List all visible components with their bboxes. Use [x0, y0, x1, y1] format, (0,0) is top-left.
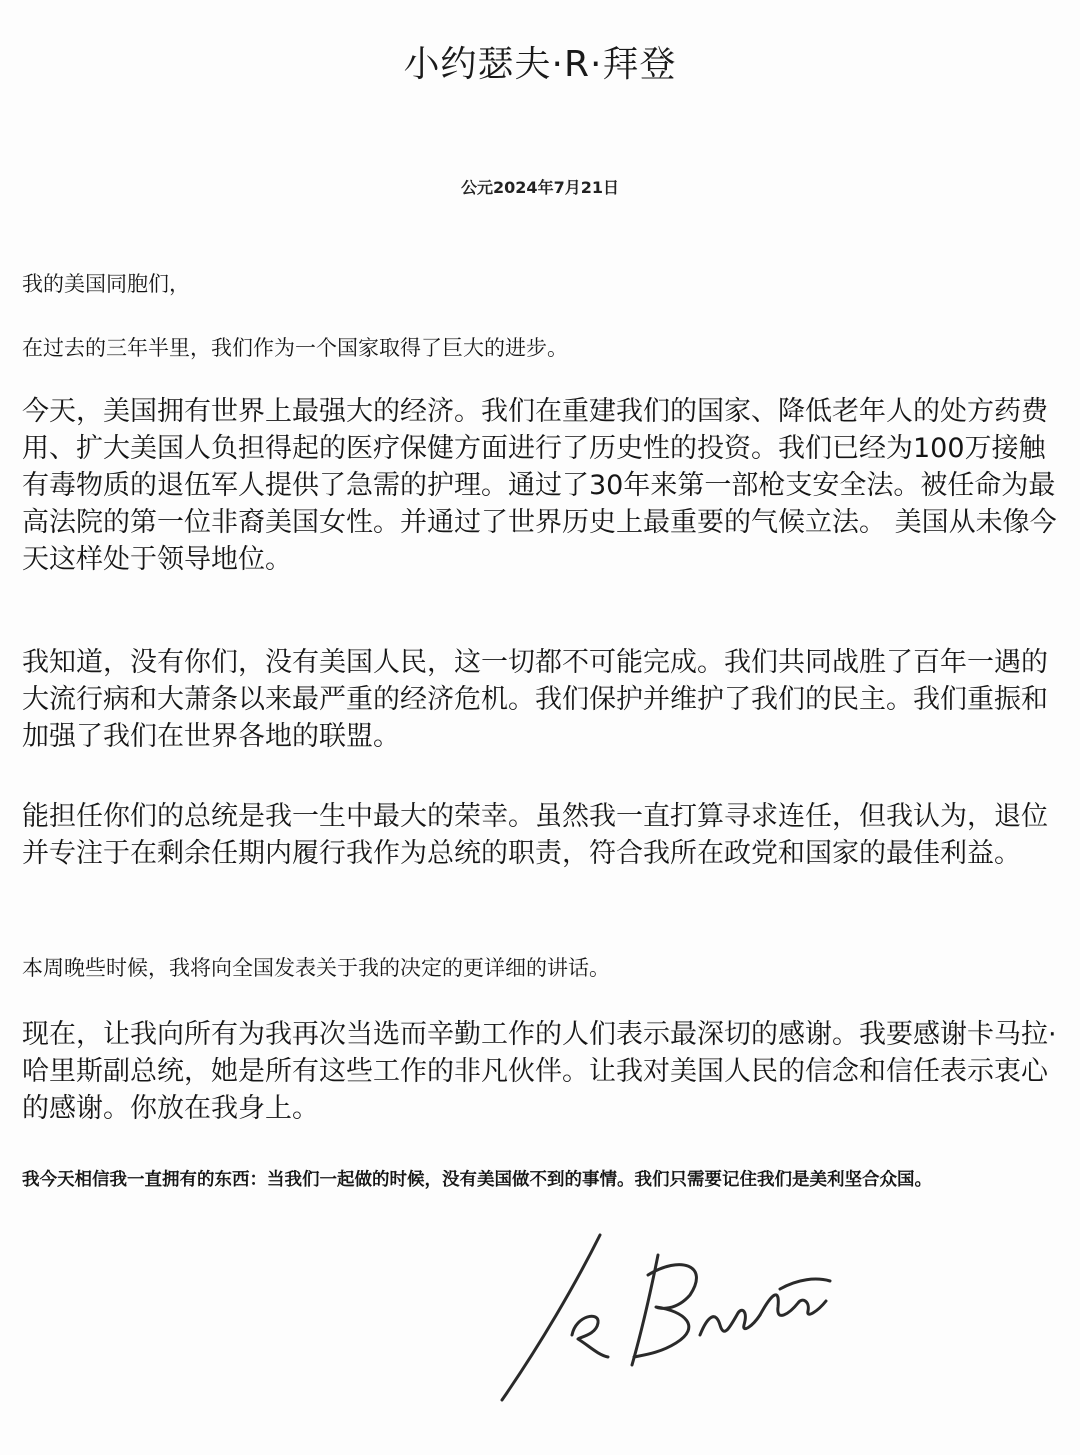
paragraph-address: 本周晚些时候，我将向全国发表关于我的决定的更详细的讲话。 [22, 956, 610, 980]
paragraph-thanks: 现在，让我向所有为我再次当选而辛勤工作的人们表示最深切的感谢。我要感谢卡马拉·哈里斯副总统，她是所有这些工作的非凡伙伴。让我对美国人民的信念和信任表示衷心的感谢。你放在我身上。 [22, 1019, 1057, 1124]
paragraph-closing: 我今天相信我一直拥有的东西：当我们一起做的时候，没有美国做不到的事情。我们只需要记住我们是美利坚合众国。 [22, 1170, 932, 1190]
paragraph-people: 我知道，没有你们，没有美国人民，这一切都不可能完成。我们共同战胜了百年一遇的大流行病和大萧条以来最严重的经济危机。我们保护并维护了我们的民主。我们重振和加强了我们在世界各地的联盟。 [22, 647, 1048, 752]
salutation: 我的美国同胞们， [22, 272, 190, 296]
paragraph-achievements: 今天，美国拥有世界上最强大的经济。我们在重建我们的国家、降低老年人的处方药费用、扩大美国人负担得起的医疗保健方面进行了历史性的投资。我们已经为100万接触有毒物质的退伍军人提供了急需的护理。通过了30年来第一部枪支安全法。被任命为最高法院的第一位非裔美国女性。并通过了世界历史上最重要的气候立法。 美国从未像今天这样处于领导地位。 [22, 396, 1057, 575]
letter-date: 公元2024年7月21日 [461, 178, 619, 197]
paragraph-progress: 在过去的三年半里，我们作为一个国家取得了巨大的进步。 [22, 336, 568, 360]
letter-title: 小约瑟夫·R·拜登 [403, 44, 677, 85]
paragraph-decision: 能担任你们的总统是我一生中最大的荣幸。虽然我一直打算寻求连任，但我认为，退位并专注于在剩余任期内履行我作为总统的职责，符合我所在政党和国家的最佳利益。 [22, 801, 1048, 869]
signature-image [480, 1215, 860, 1405]
